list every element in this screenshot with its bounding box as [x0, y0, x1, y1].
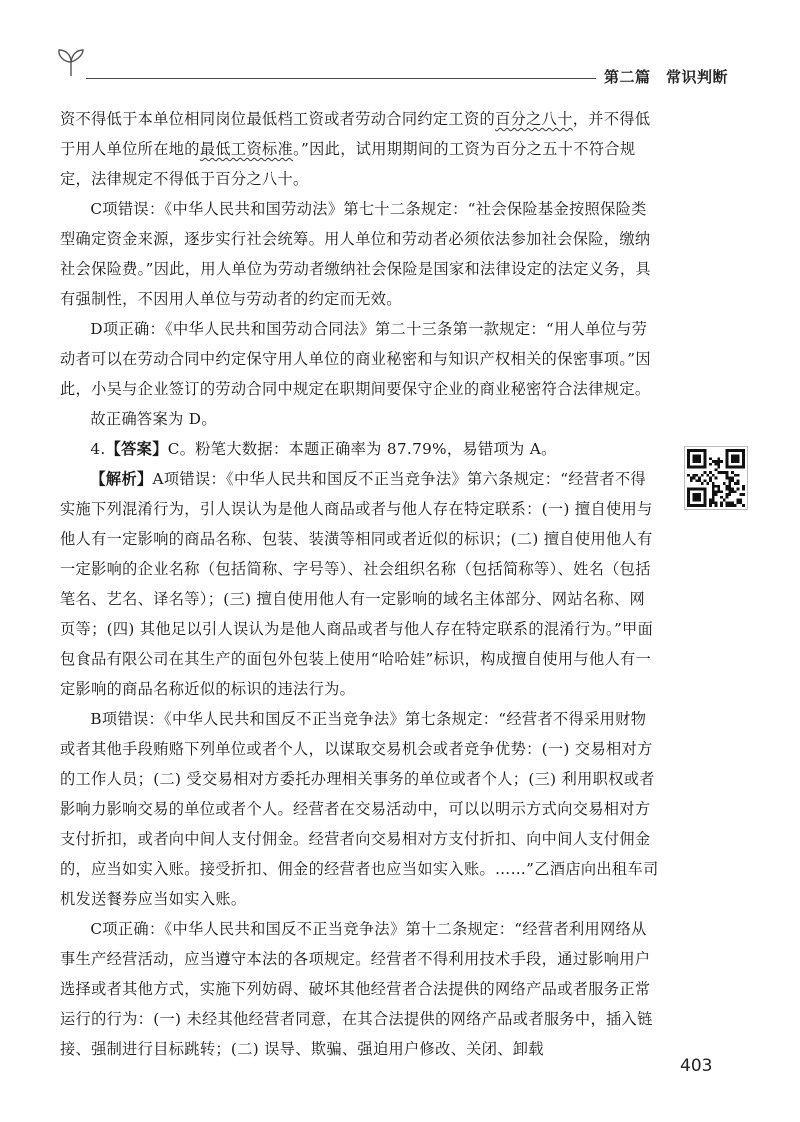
paragraph: D项正确：《中华人民共和国劳动合同法》第二十三条第一款规定：“用人单位与劳动者可以在劳动合同中约定保守用人单位的商业秘密和与知识产权相关的保密事项。”因此，小吴与企业签订的劳动合同中规定在职期间要保守企业的商业秘密符合法律规定。 — [60, 320, 651, 398]
header-rule — [86, 78, 596, 79]
emphasis-text: 百分之八十 — [495, 110, 573, 128]
paragraph: 资不得低于本单位相同岗位最低档工资或者劳动合同约定工资的百分之八十，并不得低于用人单位所在地的最低工资标准。”因此，试用期期间的工资为百分之五十不符合规定，法律规定不得低于百分之八十。 — [60, 110, 651, 188]
page-number: 403 — [680, 1056, 713, 1076]
paragraph: B项错误：《中华人民共和国反不正当竞争法》第七条规定：“经营者不得采用财物或者其他手段贿赂下列单位或者个人，以谋取交易机会或者竞争优势：(一) 交易相对方的工作人员；(二) 受交易相对方委托办理相关事务的单位或者个人；(三) 利用职权或者影响力影响交易的单位或者个人。经营者在交易活动中，可以以明示方式向交易相对方支付折扣，或者向中间人支付佣金。经营者向交易相对方支付折扣、向中间人支付佣金的，应当如实入账。接受折扣、佣金的经营者也应当如实入账。……”乙酒店向出租车司机发送餐券应当如实入账。 — [60, 710, 659, 908]
paragraph: 故正确答案为 D。 — [90, 410, 217, 428]
answer-label: 【答案】 — [105, 440, 168, 458]
analysis-label: 【解析】 — [90, 470, 153, 488]
qr-code-icon[interactable] — [684, 446, 748, 510]
page-content — [60, 104, 660, 1064]
emphasis-text: 最低工资标准 — [199, 140, 294, 158]
sprout-icon — [54, 44, 88, 78]
section-label: 第二篇 常识判断 — [604, 68, 729, 86]
paragraph: C项错误：《中华人民共和国劳动法》第七十二条规定：“社会保险基金按照保险类型确定资金来源，逐步实行社会统筹。用人单位和劳动者必须依法参加社会保险，缴纳社会保险费。”因此，用人单位为劳动者缴纳社会保险是国家和法律设定的法定义务，具有强制性，不因用人单位与劳动者的约定而无效。 — [60, 200, 651, 308]
paragraph: C项正确：《中华人民共和国反不正当竞争法》第十二条规定：“经营者利用网络从事生产经营活动，应当遵守本法的各项规定。经营者不得利用技术手段，通过影响用户选择或者其他方式，实施下列妨碍、破坏其他经营者合法提供的网络产品或者服务正常运行的行为：(一) 未经其他经营者同意，在其合法提供的网络产品或者服务中，插入链接、强制进行目标跳转；(二) 误导、欺骗、强迫用户修改、关闭、卸载 — [60, 920, 653, 1058]
analysis-paragraph: 【解析】A项错误：《中华人民共和国反不正当竞争法》第六条规定：“经营者不得实施下列混淆行为，引人误认为是他人商品或者与他人存在特定联系：(一) 擅自使用与他人有一定影响的商品名称、包装、装潢等相同或者近似的标识；(二) 擅自使用他人有一定影响的企业名称（包括简称、字号等）、社会组织名称（包括简称等）、姓名（包括笔名、艺名、译名等）；(三) 擅自使用他人有一定影响的域名主体部分、网站名称、网页等；(四) 其他足以引人误认为是他人商品或者与他人存在特定联系的混淆行为。”甲面包食品有限公司在其生产的面包外包装上使用“哈哈娃”标识，构成擅自使用与他人有一定影响的商品名称近似的标识的违法行为。 — [60, 470, 654, 698]
answer-paragraph: 4.【答案】C。粉笔大数据：本题正确率为 87.79%，易错项为 A。 — [90, 440, 557, 458]
